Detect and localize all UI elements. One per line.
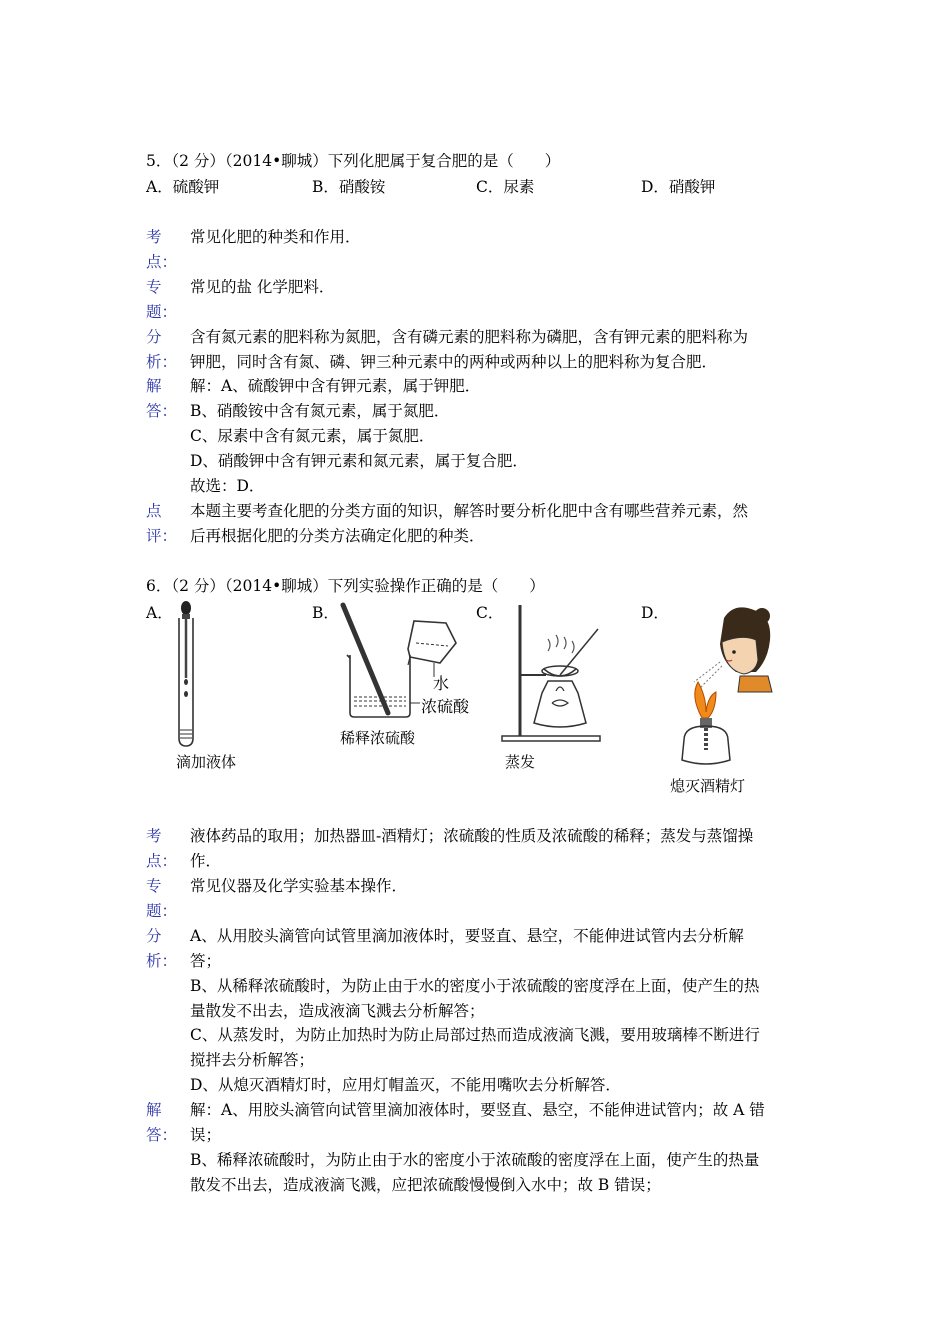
q5-dianping-label-1: 点 bbox=[146, 502, 162, 520]
caption-extinguish-lamp: 熄灭酒精灯 bbox=[670, 777, 746, 795]
q6-option-d-letter: D． bbox=[641, 604, 669, 622]
q5-jieda-line: 解：A、硫酸钾中含有钾元素，属于钾肥． bbox=[190, 377, 481, 395]
q5-jieda-line: C、尿素中含有氮元素，属于氮肥． bbox=[190, 427, 435, 445]
q5-option-a: A．硫酸钾 bbox=[146, 178, 220, 196]
q6-jieda-line: 误； bbox=[190, 1126, 222, 1144]
q5-option-d: D．硝酸钾 bbox=[641, 178, 716, 196]
q5-zhuanti-text: 常见的盐 化学肥料． bbox=[190, 278, 335, 296]
q6-fenxi-label-2: 析： bbox=[146, 952, 178, 970]
q6-fenxi-line: A、从用胶头滴管向试管里滴加液体时，要竖直、悬空，不能伸进试管内去分析解 bbox=[190, 927, 744, 945]
q5-fenxi-line: 钾肥，同时含有氮、磷、钾三种元素中的两种或两种以上的肥料称为复合肥． bbox=[190, 353, 718, 371]
q5-zhuanti-label-2: 题： bbox=[146, 303, 178, 321]
q6-fenxi-line: 搅拌去分析解答； bbox=[190, 1051, 315, 1069]
q5-jieda-line: D、硝酸钾中含有钾元素和氮元素，属于复合肥． bbox=[190, 452, 528, 470]
q5-kaodian-text: 常见化肥的种类和作用． bbox=[190, 228, 361, 246]
q6-jieda-label-1: 解 bbox=[146, 1101, 162, 1119]
q6-fenxi-line: B、从稀释浓硫酸时，为防止由于水的密度小于浓硫酸的密度浮在上面，使产生的热 bbox=[190, 977, 760, 995]
q5-dianping-line: 本题主要考查化肥的分类方面的知识，解答时要分析化肥中含有哪些营养元素，然 bbox=[190, 502, 749, 520]
q6-kaodian-line: 作． bbox=[190, 852, 222, 870]
q6-zhuanti-label-2: 题： bbox=[146, 902, 178, 920]
q5-jieda-line: 故选：D． bbox=[190, 477, 265, 495]
q5-zhuanti-label-1: 专 bbox=[146, 278, 162, 296]
q5-fenxi-label-1: 分 bbox=[146, 328, 162, 346]
q6-zhuanti-text: 常见仪器及化学实验基本操作． bbox=[190, 877, 408, 895]
q6-option-a-letter: A． bbox=[146, 604, 173, 622]
q6-option-c-letter: C． bbox=[476, 604, 504, 622]
q5-fenxi-line: 含有氮元素的肥料称为氮肥，含有磷元素的肥料称为磷肥，含有钾元素的肥料称为 bbox=[190, 328, 749, 346]
caption-evaporation: 蒸发 bbox=[505, 753, 536, 771]
q6-fenxi-line: 答； bbox=[190, 952, 222, 970]
q6-fenxi-line: 量散发不出去，造成液滴飞溅去分析解答； bbox=[190, 1002, 485, 1020]
q6-jieda-line: 散发不出去，造成液滴飞溅，应把浓硫酸慢慢倒入水中；故 B 错误； bbox=[190, 1176, 661, 1194]
q6-jieda-line: 解：A、用胶头滴管向试管里滴加液体时，要竖直、悬空，不能伸进试管内；故 A 错 bbox=[190, 1101, 765, 1119]
label-concentrated-acid: 浓硫酸 bbox=[421, 697, 470, 716]
label-water: 水 bbox=[433, 674, 450, 693]
q5-jieda-label-1: 解 bbox=[146, 377, 162, 395]
caption-dilute-acid: 稀释浓硫酸 bbox=[340, 729, 416, 747]
q6-option-b-letter: B． bbox=[312, 604, 339, 622]
q6-fenxi-line: C、从蒸发时，为防止加热时为防止局部过热而造成液滴飞溅，要用玻璃棒不断进行 bbox=[190, 1026, 760, 1044]
q6-zhuanti-label-1: 专 bbox=[146, 877, 162, 895]
q6-fenxi-line: D、从熄灭酒精灯时，应用灯帽盖灭，不能用嘴吹去分析解答． bbox=[190, 1076, 621, 1094]
caption-dropping-liquid: 滴加液体 bbox=[176, 753, 237, 771]
q5-option-c: C．尿素 bbox=[476, 178, 535, 196]
q5-jieda-line: B、硝酸铵中含有氮元素，属于氮肥． bbox=[190, 402, 450, 420]
q5-dianping-label-2: 评： bbox=[146, 527, 178, 545]
q6-kaodian-line: 液体药品的取用；加热器皿-酒精灯；浓硫酸的性质及浓硫酸的稀释；蒸发与蒸馏操 bbox=[190, 827, 754, 845]
q5-jieda-label-2: 答： bbox=[146, 402, 178, 420]
q5-option-b: B．硝酸铵 bbox=[312, 178, 386, 196]
q6-kaodian-label-2: 点： bbox=[146, 852, 178, 870]
q5-dianping-line: 后再根据化肥的分类方法确定化肥的种类． bbox=[190, 527, 485, 545]
q6-jieda-label-2: 答： bbox=[146, 1126, 178, 1144]
q5-kaodian-label-1: 考 bbox=[146, 228, 162, 246]
q6-kaodian-label-1: 考 bbox=[146, 827, 162, 845]
q6-stem: 6．（2 分）（2014•聊城）下列实验操作正确的是（ ） bbox=[146, 577, 545, 595]
dropper-test-tube-figure bbox=[170, 598, 210, 748]
q6-fenxi-label-1: 分 bbox=[146, 927, 162, 945]
q5-kaodian-label-2: 点： bbox=[146, 253, 178, 271]
evaporation-figure bbox=[500, 603, 610, 743]
q5-stem: 5．（2 分）（2014•聊城）下列化肥属于复合肥的是（ ） bbox=[146, 152, 561, 170]
q5-fenxi-label-2: 析： bbox=[146, 353, 178, 371]
q6-jieda-line: B、稀释浓硫酸时，为防止由于水的密度小于浓硫酸的密度浮在上面，使产生的热量 bbox=[190, 1151, 760, 1169]
extinguish-lamp-figure bbox=[676, 600, 786, 770]
